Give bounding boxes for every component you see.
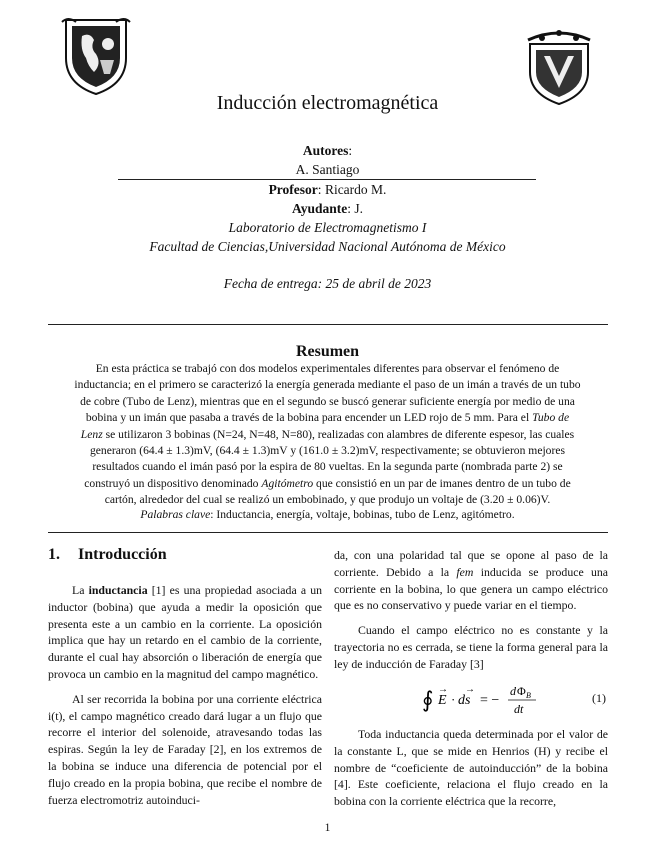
left-p1-text-a: La [72,583,89,597]
left-paragraph-1 [48,582,322,683]
abstract-emph-2: Agitómetro [261,476,314,490]
abstract-text-1: En esta práctica se trabajó con dos modelos experimentales diferentes para observar el fenómeno de inductancia; en el primero se caracterizó la energía generada mediante el paso de un imán a través de un tubo de cobre (Tubo de Lenz), mientras que en el segundo se buscó generar suficiente energía por medio de una bobina y un imán que pasaba a través de la bobina para encender un LED rojo de 5 mm. Para el [74,362,581,425]
left-paragraph-2: Al ser recorrida la bobina por una corriente eléctrica i(t), el campo magnético creado dará lugar a un flujo que recorre el interior del solenoide, atravesando todas las espiras. Según la ley de Faraday [2], en los extremos de la bobina se induce una diferencia de potencial por el flujo creado en la propia bobina, que recibe el nombre de fuerza electromotriz autoinduci- [48,691,322,807]
authors-label: Autores [302,143,349,158]
abstract-top-rule [48,324,608,325]
svg-text:ds: ds [458,693,471,708]
assistant-label: Ayudante [291,201,348,216]
keywords-label: Palabras clave [140,508,211,521]
keywords-line [0,508,655,521]
svg-text:Φ: Φ [517,684,526,698]
paper-title: Inducción electromagnética [216,92,439,114]
professor-name: Ricardo M. [324,182,387,197]
section-heading [48,546,167,564]
right-paragraph-1 [334,547,608,614]
svg-text:→: → [438,684,448,695]
unam-crest-logo [60,14,132,98]
keywords-list: : Inductancia, energía, voltaje, bobinas, tubo de Lenz, agitómetro. [210,508,515,521]
equation-number: (1) [592,691,606,705]
abstract-emph-1: Tubo de Lenz [80,411,570,441]
svg-text:∮: ∮ [422,687,434,712]
submission-date: Fecha de entrega: 25 de abril de 2023 [223,276,432,291]
abstract-body [74,361,581,509]
left-p1-text-b: [1] es una propiedad asociada a un inductor (bobina) que ayuda a medir la oposición que presenta este a un cambio en la corriente. La oposición implica que hay un retardo en el cambio de la corriente, durante el cual hay absorción o liberación de energía que provoca un cambio en la magnitud del campo magnético. [48,583,322,681]
institution-name: Facultad de Ciencias,Universidad Nacional Autónoma de México [149,239,506,254]
svg-text:d: d [510,684,516,698]
professor-label: Profesor [268,182,318,197]
page-number: 1 [324,822,331,834]
right-p1-text-b: inducida se produce una corriente en la bobina, lo que genera un campo eléctrico que es no conservativo y puede variar en el tiempo. [334,564,608,613]
abstract-bottom-rule [48,532,608,533]
right-paragraph-3: Toda inductancia queda determinada por el valor de la constante L, que se mide en Henrios (H) y recibe el nombre de “coeficiente de autoinducción” de la bobina [4]. Este coeficiente, relaciona el flujo creado en la bobina con la corriente eléctrica que la recorre, [334,727,608,809]
professor-line: Profesor: Ricardo M. [268,182,387,197]
svg-text:E: E [438,693,447,708]
right-p1-emph: fem [456,564,474,579]
authors-heading: Autores: [302,143,353,158]
section-title: Introducción [78,546,167,563]
author-rule [118,179,536,180]
svg-text:·: · [451,692,456,707]
lab-name: Laboratorio de Electromagnetismo I [228,220,427,235]
left-column [48,582,322,816]
right-p1-text-a: da, con una polaridad tal que se opone al paso de la corriente. Debido a la [334,548,608,579]
assistant-line: Ayudante: J. [291,201,364,216]
left-p1-bold: inductancia [88,583,148,597]
abstract-text-2: se utilizaron 3 bobinas (N=24, N=48, N=80), realizadas con alambres de diferente espesor, las cuales generaron (64.4 ± 1.3)mV, (64.4 ± 1.3)mV y (161.0 ± 3.2)mV, respectivamente; se obtuvieron mejores resultados cuando el imán pasó por la espira de 80 vueltas. En la segunda parte (nombrada parte 2) se construyó un dispositivo denominado [84,427,575,490]
right-paragraph-2: Cuando el campo eléctrico no es constante y la trayectoria no es cerrada, se tiene la forma general para la ley de inducción de Faraday [3] [334,623,608,671]
right-column [334,547,608,681]
section-number: 1. [48,546,60,563]
svg-text:= −: = − [480,693,500,708]
svg-text:→: → [465,684,475,695]
svg-text:B: B [526,691,531,700]
svg-text:dt: dt [514,702,524,716]
faraday-equation [420,683,560,721]
abstract-text-3: que consistió en un par de imanes dentro de un tubo de cartón, alrededor del cual se realizó un embobinado, y que produjo un voltaje de (3.20 ± 0.06)V. [104,476,571,507]
assistant-name: J. [354,201,364,216]
abstract-heading: Resumen [295,343,360,360]
right-column-continued [334,726,608,818]
author-names: A. Santiago [295,162,360,177]
faraday-equation-math [420,683,560,717]
